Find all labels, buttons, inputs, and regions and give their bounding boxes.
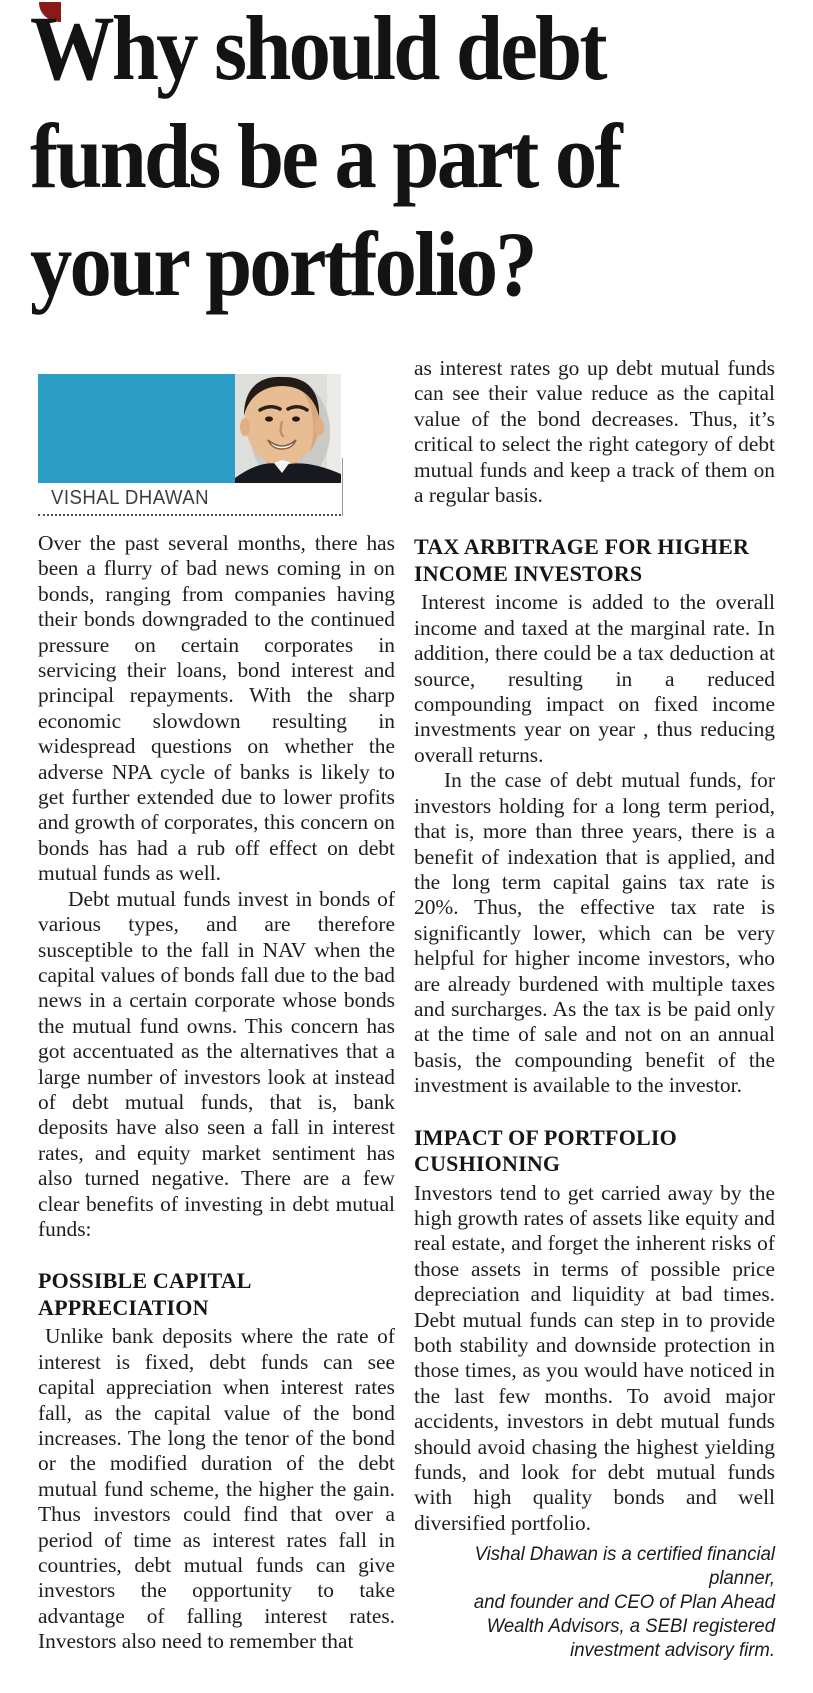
- section-heading-impact-of-portfolio-cushioning: IMPACT OF PORTFOLIO CUSHIONING: [414, 1124, 677, 1177]
- credit-line: investment advisory firm.: [570, 1639, 775, 1662]
- body-paragraph: Unlike bank deposits where the rate of interest is fixed, debt funds can see capital appreciation when interest rates fall, as the capital value of the bond increases. The long the tenor of the bond or the modified duration of the debt mutual fund scheme, the higher the gain. Thus investors could find that over a period of time as interest rates fall in countries, debt mutual funds can give investors the opportunity to take advantage of falling interest rates. Investors also need to remember that: [38, 1324, 395, 1654]
- body-paragraph: Interest income is added to the overall income and taxed at the marginal rate. In addition, there could be a tax deduction at source, resulting in a reduced compounding impact on fixed income investments year on year , thus reducing overall returns.: [414, 590, 775, 767]
- headline-line-2: funds be a part of: [30, 105, 620, 207]
- author-credit: [432, 1542, 775, 1662]
- section-heading-tax-arbitrage: TAX ARBITRAGE FOR HIGHER INCOME INVESTORS: [414, 534, 750, 586]
- credit-line: Wealth Advisors, a SEBI registered: [486, 1615, 775, 1638]
- headline-line-1: Why should debt: [30, 0, 605, 99]
- body-paragraph: Debt mutual funds invest in bonds of various types, and are therefore susceptible to the fall in NAV when the capital values of bonds fall due to the bad news in a certain corporate whose bonds the mutual fund owns. This concern has got accentuated as the alternatives that a large number of investors look at instead of debt mutual funds, that is, bank deposits have also seen a fall in interest rates, and equity market sentiment has also turned negative. There are a few clear benefits of investing in debt mutual funds:: [38, 886, 395, 1241]
- body-paragraph: In the case of debt mutual funds, for investors holding for a long term period, that is, more than three years, there is a benefit of indexation that is applied, and the long term capital gains tax rate is 20%. Thus, the effective tax rate is significantly lower, which can be very helpful for higher income investors, who are already burdened with multiple taxes and surcharges. As the tax is be paid only at the time of sale and not on an annual basis, the compounding benefit of the investment is available to the investor.: [414, 768, 775, 1098]
- left-column: [38, 531, 395, 1655]
- headline-line-3: your portfolio?: [30, 213, 535, 315]
- credit-line: Vishal Dhawan is a certified financial planner,: [474, 1543, 775, 1590]
- caption-right-rule: [342, 458, 343, 516]
- credit-line: and founder and CEO of Plan Ahead: [473, 1591, 775, 1614]
- author-photo-block: [38, 374, 341, 516]
- author-caption-text: VISHAL DHAWAN: [51, 487, 209, 509]
- body-paragraph: Over the past several months, there has been a flurry of bad news coming in on bonds, ranging from companies having their bonds downgraded to the continued pressure on certain corporates in servicing their loans, bond interest and principal repayments. With the sharp economic slowdown resulting in widespread questions on whether the adverse NPA cycle of banks is likely to get further extended due to lower profits and growth of corporates, this concern on bonds has had a rub off effect on debt mutual funds as well.: [38, 531, 395, 886]
- body-paragraph: Investors tend to get carried away by the high growth rates of assets like equity and real estate, and forget the inherent risks of those assets in terms of possible price depreciation and liquidity at bad times. Debt mutual funds can step in to provide both stability and downside protection in those times, as you would have noticed in the last few months. To avoid major accidents, investors in debt mutual funds should avoid chasing the highest yielding funds, and look for debt mutual funds with high quality bonds and well diversified portfolio.: [414, 1180, 775, 1535]
- body-paragraph: as interest rates go up debt mutual funds can see their value reduce as the capital value of the bond decreases. Thus, it’s critical to select the right category of debt mutual funds and keep a track of them on a regular basis.: [414, 356, 775, 508]
- author-caption: [38, 483, 341, 516]
- section-heading-possible-capital-appreciation: POSSIBLE CAPITAL APPRECIATION: [38, 1268, 251, 1320]
- right-column: [414, 356, 775, 1662]
- article-headline: [30, 0, 671, 318]
- author-photo: [38, 374, 341, 483]
